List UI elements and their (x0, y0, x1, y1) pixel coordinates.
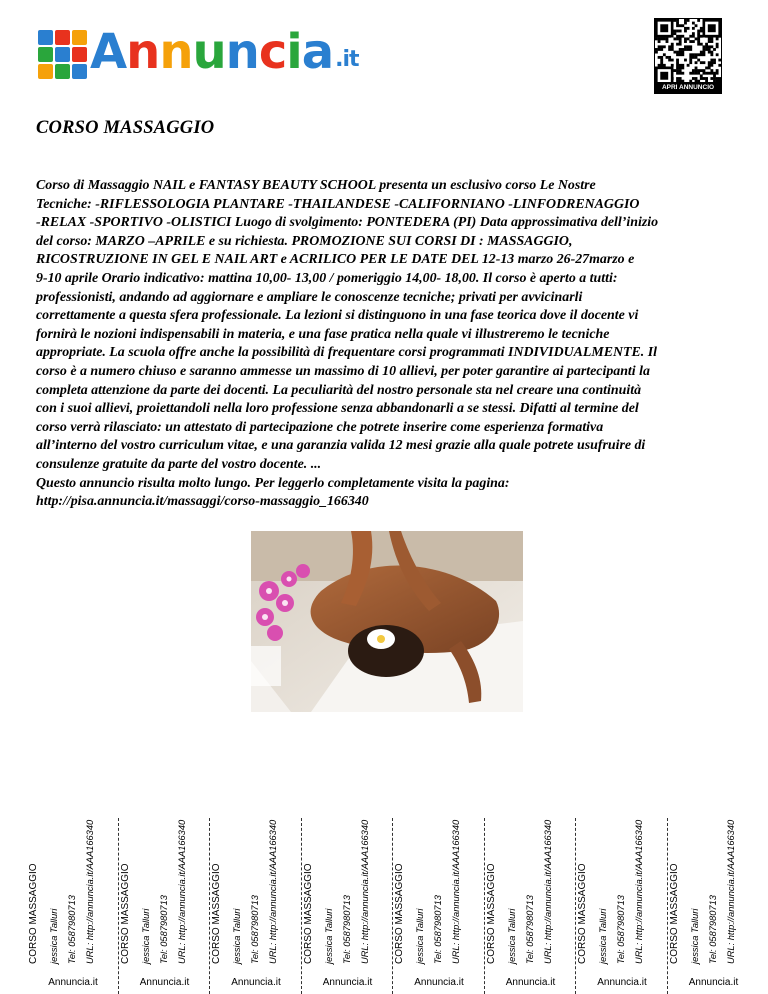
tear-off-strip[interactable] (486, 810, 576, 994)
strip-cut-line (667, 818, 668, 994)
massage-photo (251, 531, 523, 712)
strip-site-name: Annuncia.it (688, 977, 739, 988)
tear-off-strips (28, 810, 748, 994)
logo-grid-icon (36, 28, 88, 80)
strip-user-name: jessica Talluri (232, 908, 242, 964)
strip-site-name: Annuncia.it (597, 977, 647, 988)
strip-user-name: jessica Talluri (415, 908, 425, 964)
strip-phone: Tel: 0587980713 (707, 895, 718, 964)
strip-url: URL: http://annuncia.it/AAA166340 (634, 819, 644, 964)
annuncia-logo[interactable] (36, 26, 396, 80)
logo-letter: a (301, 24, 334, 80)
strip-cut-line (118, 818, 119, 994)
tear-off-strip[interactable] (669, 810, 759, 994)
strip-title: CORSO MASSAGGIO (28, 863, 39, 964)
strip-phone: Tel: 0587980713 (67, 895, 77, 964)
strip-user-name: jessica Talluri (49, 908, 59, 964)
strip-url: URL: http://annuncia.it/AAA166340 (85, 819, 95, 964)
strip-url: URL: http://annuncia.it/AAA166340 (542, 819, 553, 964)
ad-description: Corso di Massaggio NAIL e FANTASY BEAUTY SCHOOL presenta un esclusivo corso Le Nostre Tecniche: -RIFLESSOLOGIA PLANTARE -THAILANDESE -CALIFORNIANO -LINFODRENAGGIO -RELAX -SPORTIVO -OLISTICI Luogo di svolgimento: PONTEDERA (PI) Data approssimativa dell’inizio del corso: MARZO –APRILE e su richiesta. PROMOZIONE SUI CORSI DI : MASSAGGIO, RICOSTRUZIONE IN GEL E NAIL ART e ACRILICO PER LE DATE DEL 12-13 marzo 26-27marzo e 9-10 aprile Orario indicativo: mattina 10,00- 13,00 / pomeriggio 14,00- 18,00. Il corso è aperto a tutti: professionisti, andando ad aggiornare e ampliare le conoscenze tecniche; privati per avvicinarli correttamente a questa sfera professionale. La lezioni si distinguono in una fase teorica dove il docente vi fornirà le nozioni indispensabili in materia, e una fase pratica nella quale vi illustreremo le tecniche appropriate. La scuola offre anche la possibilità di frequentare corsi programmati INDIVIDUALMENTE. Il corso è a numero chiuso e saranno ammesse un massimo di 10 allievi, per poter garantire ai partecipanti la completa attenzione da parte dei docenti. La peculiarità del nostro personale sta nel creare una continuità con i suoi allievi, proiettandoli nella loro professione senza abbandonarli a se stessi. Difatti al termine del corso verrà rilasciato: un attestato di partecipazione che potrete inserire come esperienza formativa all’interno del vostro curriculum vitae, e una garanzia valida 12 mesi grazie alla quale potrete usufruire di consulenze gratuite da parte del vostro docente. ... Questo annuncio risulta molto lungo. Per leggerlo completamente visita la pagina: http://pisa.annuncia.it/massaggi/corso-massaggio_166340 (36, 178, 659, 510)
logo-letter: A (90, 24, 127, 80)
strip-title: CORSO MASSAGGIO (577, 863, 588, 964)
strip-user-name: jessica Talluri (140, 908, 151, 964)
tear-off-strip[interactable] (394, 810, 484, 994)
logo-tld: .it (335, 47, 359, 72)
strip-contact-block (577, 794, 667, 964)
strip-site-name: Annuncia.it (505, 977, 556, 988)
logo-letter: n (225, 24, 259, 80)
strip-cut-line (209, 818, 210, 994)
logo-letter: i (286, 24, 302, 80)
strip-site-name: Annuncia.it (322, 977, 373, 988)
qr-code[interactable] (654, 18, 722, 86)
strip-title: CORSO MASSAGGIO (394, 863, 405, 964)
strip-url: URL: http://annuncia.it/AAA166340 (451, 819, 461, 964)
strip-site-name: Annuncia.it (139, 977, 190, 988)
strip-url: URL: http://annuncia.it/AAA166340 (725, 819, 736, 964)
strip-title: CORSO MASSAGGIO (668, 863, 680, 964)
logo-letter: n (159, 24, 193, 80)
tear-off-strip[interactable] (211, 810, 301, 994)
strip-site-name: Annuncia.it (48, 977, 98, 988)
tear-off-strip[interactable] (120, 810, 210, 994)
strip-user-name: jessica Talluri (323, 908, 334, 964)
strip-phone: Tel: 0587980713 (433, 895, 443, 964)
strip-contact-block (120, 794, 210, 964)
tear-off-strip[interactable] (303, 810, 393, 994)
strip-title: CORSO MASSAGGIO (302, 863, 314, 964)
strip-phone: Tel: 0587980713 (158, 895, 169, 964)
qr-caption[interactable]: APRI ANNUNCIO (654, 82, 722, 94)
strip-phone: Tel: 0587980713 (616, 895, 626, 964)
strip-url: URL: http://annuncia.it/AAA166340 (176, 819, 187, 964)
strip-url: URL: http://annuncia.it/AAA166340 (268, 819, 278, 964)
strip-title: CORSO MASSAGGIO (485, 863, 497, 964)
strip-phone: Tel: 0587980713 (341, 895, 352, 964)
strip-phone: Tel: 0587980713 (524, 895, 535, 964)
qr-code-icon (655, 19, 721, 85)
strip-title: CORSO MASSAGGIO (211, 863, 222, 964)
tear-off-strip[interactable] (577, 810, 667, 994)
ad-title: CORSO MASSAGGIO (36, 118, 215, 138)
strip-contact-block (211, 794, 301, 964)
strip-cut-line (575, 818, 576, 994)
strip-url: URL: http://annuncia.it/AAA166340 (359, 819, 370, 964)
tear-off-strip[interactable] (28, 810, 118, 994)
strip-site-name: Annuncia.it (231, 977, 281, 988)
strip-contact-block (28, 794, 118, 964)
strip-user-name: jessica Talluri (506, 908, 517, 964)
strip-phone: Tel: 0587980713 (250, 895, 260, 964)
strip-title: CORSO MASSAGGIO (119, 863, 131, 964)
strip-user-name: jessica Talluri (689, 908, 700, 964)
strip-user-name: jessica Talluri (598, 908, 608, 964)
strip-contact-block (303, 794, 393, 964)
strip-contact-block (486, 794, 576, 964)
strip-cut-line (484, 818, 485, 994)
logo-letter: u (192, 24, 226, 80)
logo-letter: c (258, 24, 287, 80)
logo-letter: n (126, 24, 160, 80)
strip-contact-block (394, 794, 484, 964)
strip-contact-block (669, 794, 759, 964)
strip-site-name: Annuncia.it (414, 977, 464, 988)
strip-cut-line (392, 818, 393, 994)
strip-cut-line (301, 818, 302, 994)
logo-wordmark (90, 22, 359, 92)
